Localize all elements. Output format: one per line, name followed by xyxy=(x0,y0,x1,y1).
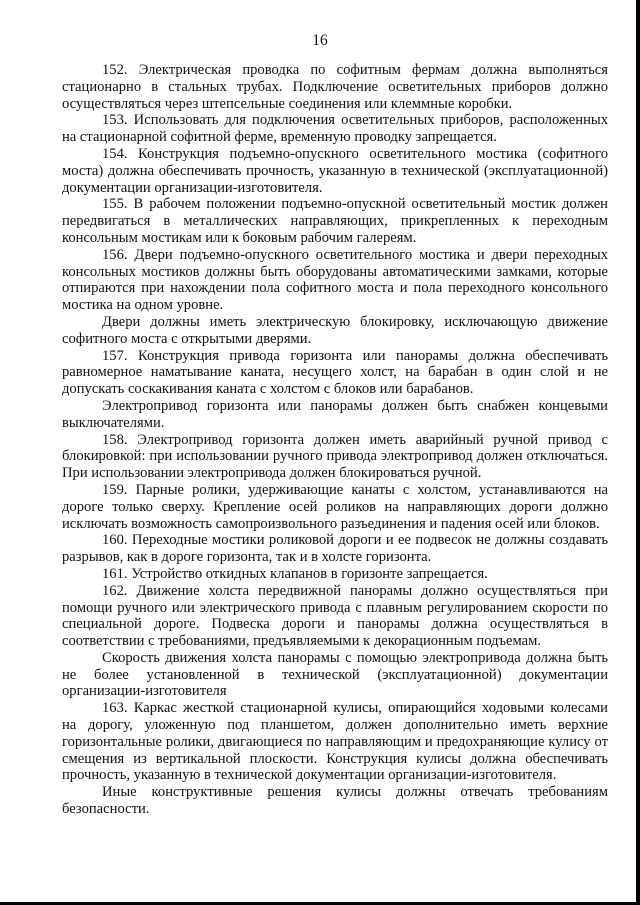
paragraph-156-doors: Двери должны иметь электрическую блокировку, исключающую движение софитного моста с открытыми дверями. xyxy=(62,313,608,347)
paragraph-153: 153. Использовать для подключения осветительных приборов, расположенных на стационарной софитной ферме, временную проводку запрещается. xyxy=(62,112,608,146)
paragraph-163: 163. Каркас жесткой стационарной кулисы, опирающийся ходовыми колесами на дорогу, уложенную под планшетом, должен дополнительно иметь верхние горизонтальные ролики, двигающиеся по направляющим и предохраняющие кулису от смещения из вертикальной плоскости. Конструкция кулисы должна обеспечивать прочность, указанную в технической документации организации-изготовителя. xyxy=(62,700,608,784)
paragraph-162: 162. Движение холста передвижной панорамы должно осуществляться при помощи ручного или электрического привода с плавным регулированием скорости по специальной дороге. Подвеска дороги и панорамы должна осуществляться в соответствии с требованиями, предъявляемыми к декорационным подъемам. xyxy=(62,582,608,650)
paragraph-159: 159. Парные ролики, удерживающие канаты с холстом, устанавливаются на дороге только сверху. Крепление осей роликов на направляющих дороги должно исключать возможность самопроизвольного разъединения и падения осей или блоков. xyxy=(62,481,608,532)
paragraph-155: 155. В рабочем положении подъемно-опускной осветительный мостик должен передвигаться в металлических направляющих, прикрепленных к переходным консольным мостикам или к боковым рабочим галереям. xyxy=(62,196,608,246)
paragraph-162-speed: Скорость движения холста панорамы с помощью электропривода должна быть не более установленной в технической (эксплуатационной) документации организации-изготовителя xyxy=(62,649,608,700)
paragraph-163-other-solutions: Иные конструктивные решения кулисы должны отвечать требованиям безопасности. xyxy=(62,784,608,818)
paragraph-158: 158. Электропривод горизонта должен иметь аварийный ручной привод с блокировкой: при использовании ручного привода электропривод должен отключаться. При использовании электропривода должен блокироваться ручной. xyxy=(62,431,608,482)
page-number: 16 xyxy=(312,32,328,49)
scan-right-border xyxy=(636,0,640,905)
paragraph-156: 156. Двери подъемно-опускного осветительного мостика и двери переходных консольных мостиков должны быть оборудованы автоматическими замками, которые отпираются при нахождении пола софитного моста и пола переходного консольного мостика на одном уровне. xyxy=(62,246,608,314)
page-body xyxy=(62,62,608,818)
paragraph-157-limit-switches: Электропривод горизонта или панорамы должен быть снабжен концевыми выключателями. xyxy=(62,397,608,431)
paragraph-161: 161. Устройство откидных клапанов в горизонте запрещается. xyxy=(102,565,488,582)
paragraph-152: 152. Электрическая проводка по софитным фермам должна выполняться стационарно в стальных трубах. Подключение осветительных приборов должно осуществляться через штепсельные соединения или клеммные коробки. xyxy=(62,62,608,112)
paragraph-154: 154. Конструкция подъемно-опускного осветительного мостика (софитного моста) должна обеспечивать прочность, указанную в технической (эксплуатационной) документации организации-изготовителя. xyxy=(62,145,608,196)
paragraph-157: 157. Конструкция привода горизонта или панорамы должна обеспечивать равномерное наматывание каната, несущего холст, на барабан в один слой и не допускать соскакивания каната с холстом с блоков или барабанов. xyxy=(62,347,608,398)
paragraph-160: 160. Переходные мостики роликовой дороги и ее подвесок не должны создавать разрывов, как в дороге горизонта, так и в холсте горизонта. xyxy=(62,532,608,566)
